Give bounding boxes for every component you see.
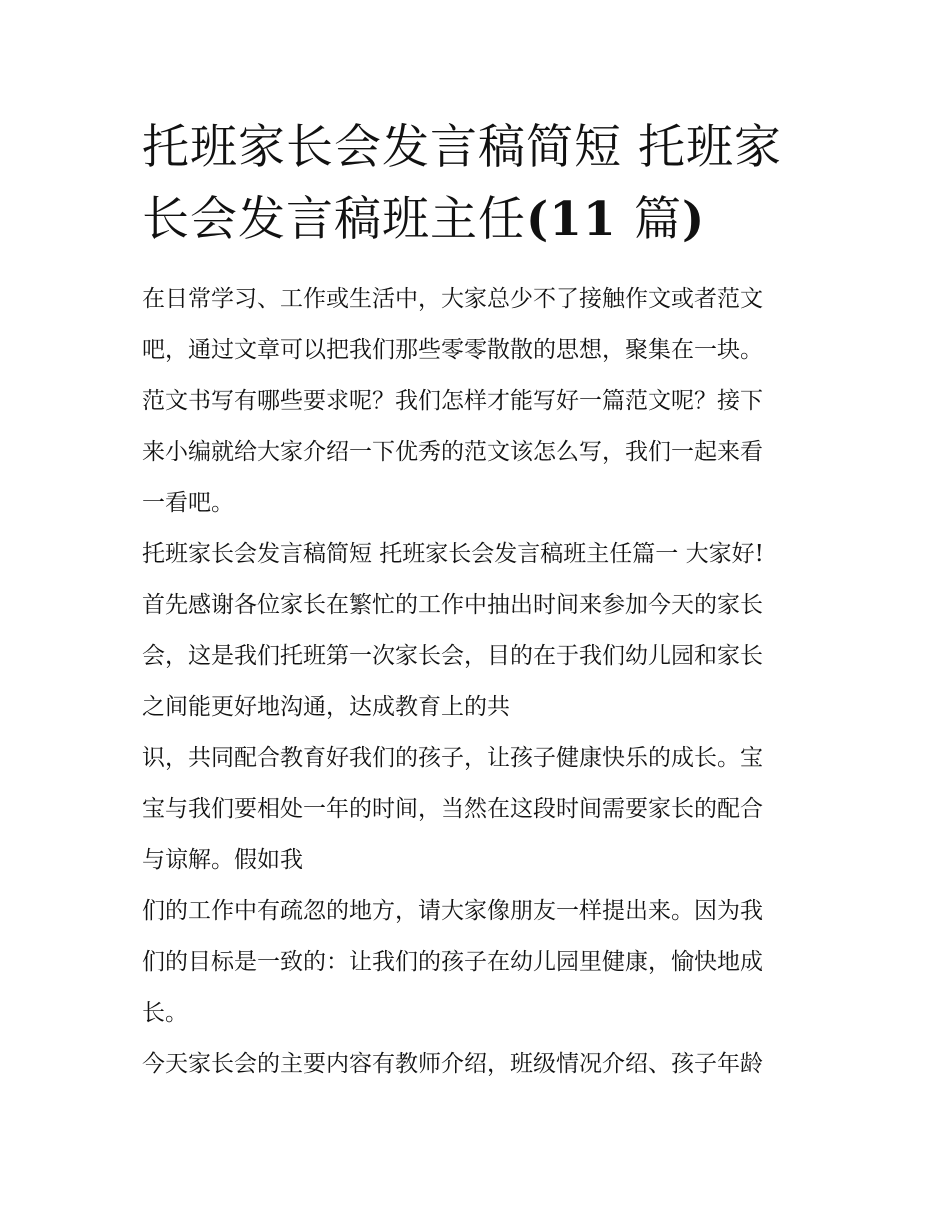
- paragraph-intro: 在日常学习、工作或生活中，大家总少不了接触作文或者范文 吧，通过文章可以把我们那些零零散散的思想，聚集在一块。 范文书写有哪些要求呢？我们怎样才能写好一篇范文呢？接下 来小编就给大家介绍一下优秀的范文该怎么写，我们一起来看 一看吧。: [142, 286, 763, 516]
- document-body: [142, 274, 822, 1090]
- paragraph-feedback: 们的工作中有疏忽的地方，请大家像朋友一样提出来。因为我 们的目标是一致的：让我们的孩子在幼儿园里健康，愉快地成 长。: [142, 898, 763, 1026]
- paragraph-cooperation: 识，共同配合教育好我们的孩子，让孩子健康快乐的成长。宝 宝与我们要相处一年的时间，当然在这段时间需要家长的配合 与谅解。假如我: [142, 745, 763, 873]
- title-count-unit: 篇: [634, 192, 683, 247]
- title-line-1: 托班家长会发言稿简短 托班家: [142, 120, 782, 175]
- document-page: [142, 112, 822, 1090]
- paragraph-greeting: 托班家长会发言稿简短 托班家长会发言稿班主任篇一 大家好! 首先感谢各位家长在繁忙的工作中抽出时间来参加今天的家长 会，这是我们托班第一次家长会，目的在于我们幼儿园和家长 之间能更好地沟通，达成教育上的共: [142, 541, 764, 720]
- title-count-open: (11: [526, 192, 635, 247]
- document-title: [142, 112, 822, 256]
- title-count-close: ): [682, 192, 706, 247]
- paragraph-agenda: 今天家长会的主要内容有教师介绍，班级情况介绍、孩子年龄: [142, 1051, 763, 1077]
- title-line-2-prefix: 长会发言稿班主任: [142, 192, 526, 247]
